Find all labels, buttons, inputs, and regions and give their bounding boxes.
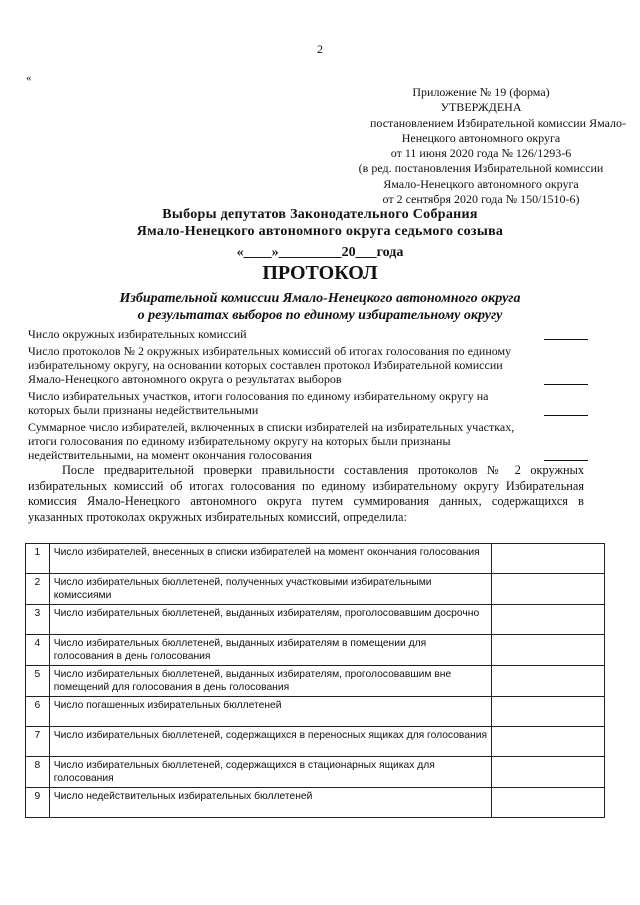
summary-item-text: Число окружных избирательных комиссий bbox=[28, 327, 247, 341]
row-number: 9 bbox=[26, 788, 50, 818]
row-value-cell[interactable] bbox=[492, 605, 605, 635]
table-row bbox=[26, 544, 605, 574]
summary-item-text: Число избирательных участков, итоги голосования по единому избирательному округу на которых были признаны недействительными bbox=[28, 389, 489, 417]
approval-block bbox=[336, 85, 626, 207]
subtitle-line: Избирательной комиссии Ямало-Ненецкого автономного округа bbox=[119, 291, 521, 306]
approval-line: (в ред. постановления Избирательной комиссии bbox=[358, 161, 604, 176]
table-row bbox=[26, 757, 605, 788]
page-number: 2 bbox=[317, 42, 323, 56]
row-number: 8 bbox=[26, 757, 50, 788]
table-row bbox=[26, 635, 605, 666]
row-value-cell[interactable] bbox=[492, 574, 605, 605]
value-blank-line[interactable] bbox=[544, 415, 588, 416]
table-row bbox=[26, 666, 605, 697]
row-description: Число избирательных бюллетеней, полученных участковыми избирательными комиссиями bbox=[49, 574, 492, 605]
approval-line: постановлением Избирательной комиссии Ямало- bbox=[369, 115, 626, 130]
table-row bbox=[26, 788, 605, 818]
summary-item-text: Суммарное число избирателей, включенных в списки избирателей на избирательных участках, итоги голосования по единому избирательному округу на которых были признаны недействительными, на момент окончания голосования bbox=[28, 420, 515, 462]
value-blank-line[interactable] bbox=[544, 384, 588, 385]
row-description: Число избирательных бюллетеней, выданных избирателям, проголосовавшим досрочно bbox=[49, 605, 492, 635]
row-description: Число недействительных избирательных бюллетеней bbox=[49, 788, 492, 818]
row-value-cell[interactable] bbox=[492, 757, 605, 788]
table-row bbox=[26, 605, 605, 635]
elections-line: Выборы депутатов Законодательного Собрания bbox=[162, 207, 478, 222]
elections-heading bbox=[0, 207, 640, 240]
intro-paragraph: После предварительной проверки правильности составления протоколов № 2 окружных избирательных комиссий об итогах голосования по единому избирательному округу Избирательная комиссия Ямало-Ненецкого автономного округа путем суммирования данных, содержащихся в указанных протоколах окружных избирательных комиссий, определила: bbox=[28, 463, 584, 524]
row-description: Число избирательных бюллетеней, содержащихся в стационарных ящиках для голосования bbox=[49, 757, 492, 788]
table-row bbox=[26, 727, 605, 757]
approval-line: Ненецкого автономного округа bbox=[401, 130, 561, 145]
subtitle-line: о результатах выборов по единому избирательному округу bbox=[137, 308, 503, 323]
summary-item bbox=[28, 344, 588, 386]
summary-list bbox=[28, 327, 588, 465]
row-number: 3 bbox=[26, 605, 50, 635]
row-number: 1 bbox=[26, 544, 50, 574]
row-number: 6 bbox=[26, 697, 50, 727]
approval-line: от 2 сентября 2020 года № 150/1510-6) bbox=[382, 192, 580, 207]
summary-item bbox=[28, 327, 588, 341]
row-value-cell[interactable] bbox=[492, 666, 605, 697]
document-title: ПРОТОКОЛ bbox=[262, 262, 378, 284]
approval-line: от 11 июня 2020 года № 126/1293-6 bbox=[390, 146, 572, 161]
row-number: 7 bbox=[26, 727, 50, 757]
summary-item bbox=[28, 389, 588, 417]
row-description: Число избирательных бюллетеней, выданных избирателям в помещении для голосования в день голосования bbox=[49, 635, 492, 666]
results-table bbox=[25, 543, 605, 818]
row-value-cell[interactable] bbox=[492, 697, 605, 727]
approval-line: Приложение № 19 (форма) bbox=[412, 85, 550, 99]
quote-mark: « bbox=[26, 72, 32, 84]
document-subtitle bbox=[0, 290, 640, 324]
table-row bbox=[26, 574, 605, 605]
row-number: 5 bbox=[26, 666, 50, 697]
row-value-cell[interactable] bbox=[492, 635, 605, 666]
row-value-cell[interactable] bbox=[492, 727, 605, 757]
value-blank-line[interactable] bbox=[544, 460, 588, 461]
row-number: 4 bbox=[26, 635, 50, 666]
row-number: 2 bbox=[26, 574, 50, 605]
summary-item bbox=[28, 420, 588, 462]
row-description: Число погашенных избирательных бюллетеней bbox=[49, 697, 492, 727]
row-value-cell[interactable] bbox=[492, 788, 605, 818]
elections-line: Ямало-Ненецкого автономного округа седьмого созыва bbox=[136, 223, 504, 239]
row-description: Число избирательных бюллетеней, выданных избирателям, проголосовавшим вне помещений для голосования в день голосования bbox=[49, 666, 492, 697]
table-row bbox=[26, 697, 605, 727]
value-blank-line[interactable] bbox=[544, 339, 588, 340]
date-line: «____»_________20___года bbox=[236, 245, 404, 260]
row-description: Число избирателей, внесенных в списки избирателей на момент окончания голосования bbox=[49, 544, 492, 574]
summary-item-text: Число протоколов № 2 окружных избирательных комиссий об итогах голосования по единому избирательному округу, на основании которых составлен протокол Избирательной комиссии Ямало-Ненецкого автономного округа о результатах выборов bbox=[28, 344, 512, 386]
approval-line: УТВЕРЖДЕНА bbox=[440, 100, 522, 115]
approval-line: Ямало-Ненецкого автономного округа bbox=[383, 176, 579, 191]
row-value-cell[interactable] bbox=[492, 544, 605, 574]
row-description: Число избирательных бюллетеней, содержащихся в переносных ящиках для голосования bbox=[49, 727, 492, 757]
